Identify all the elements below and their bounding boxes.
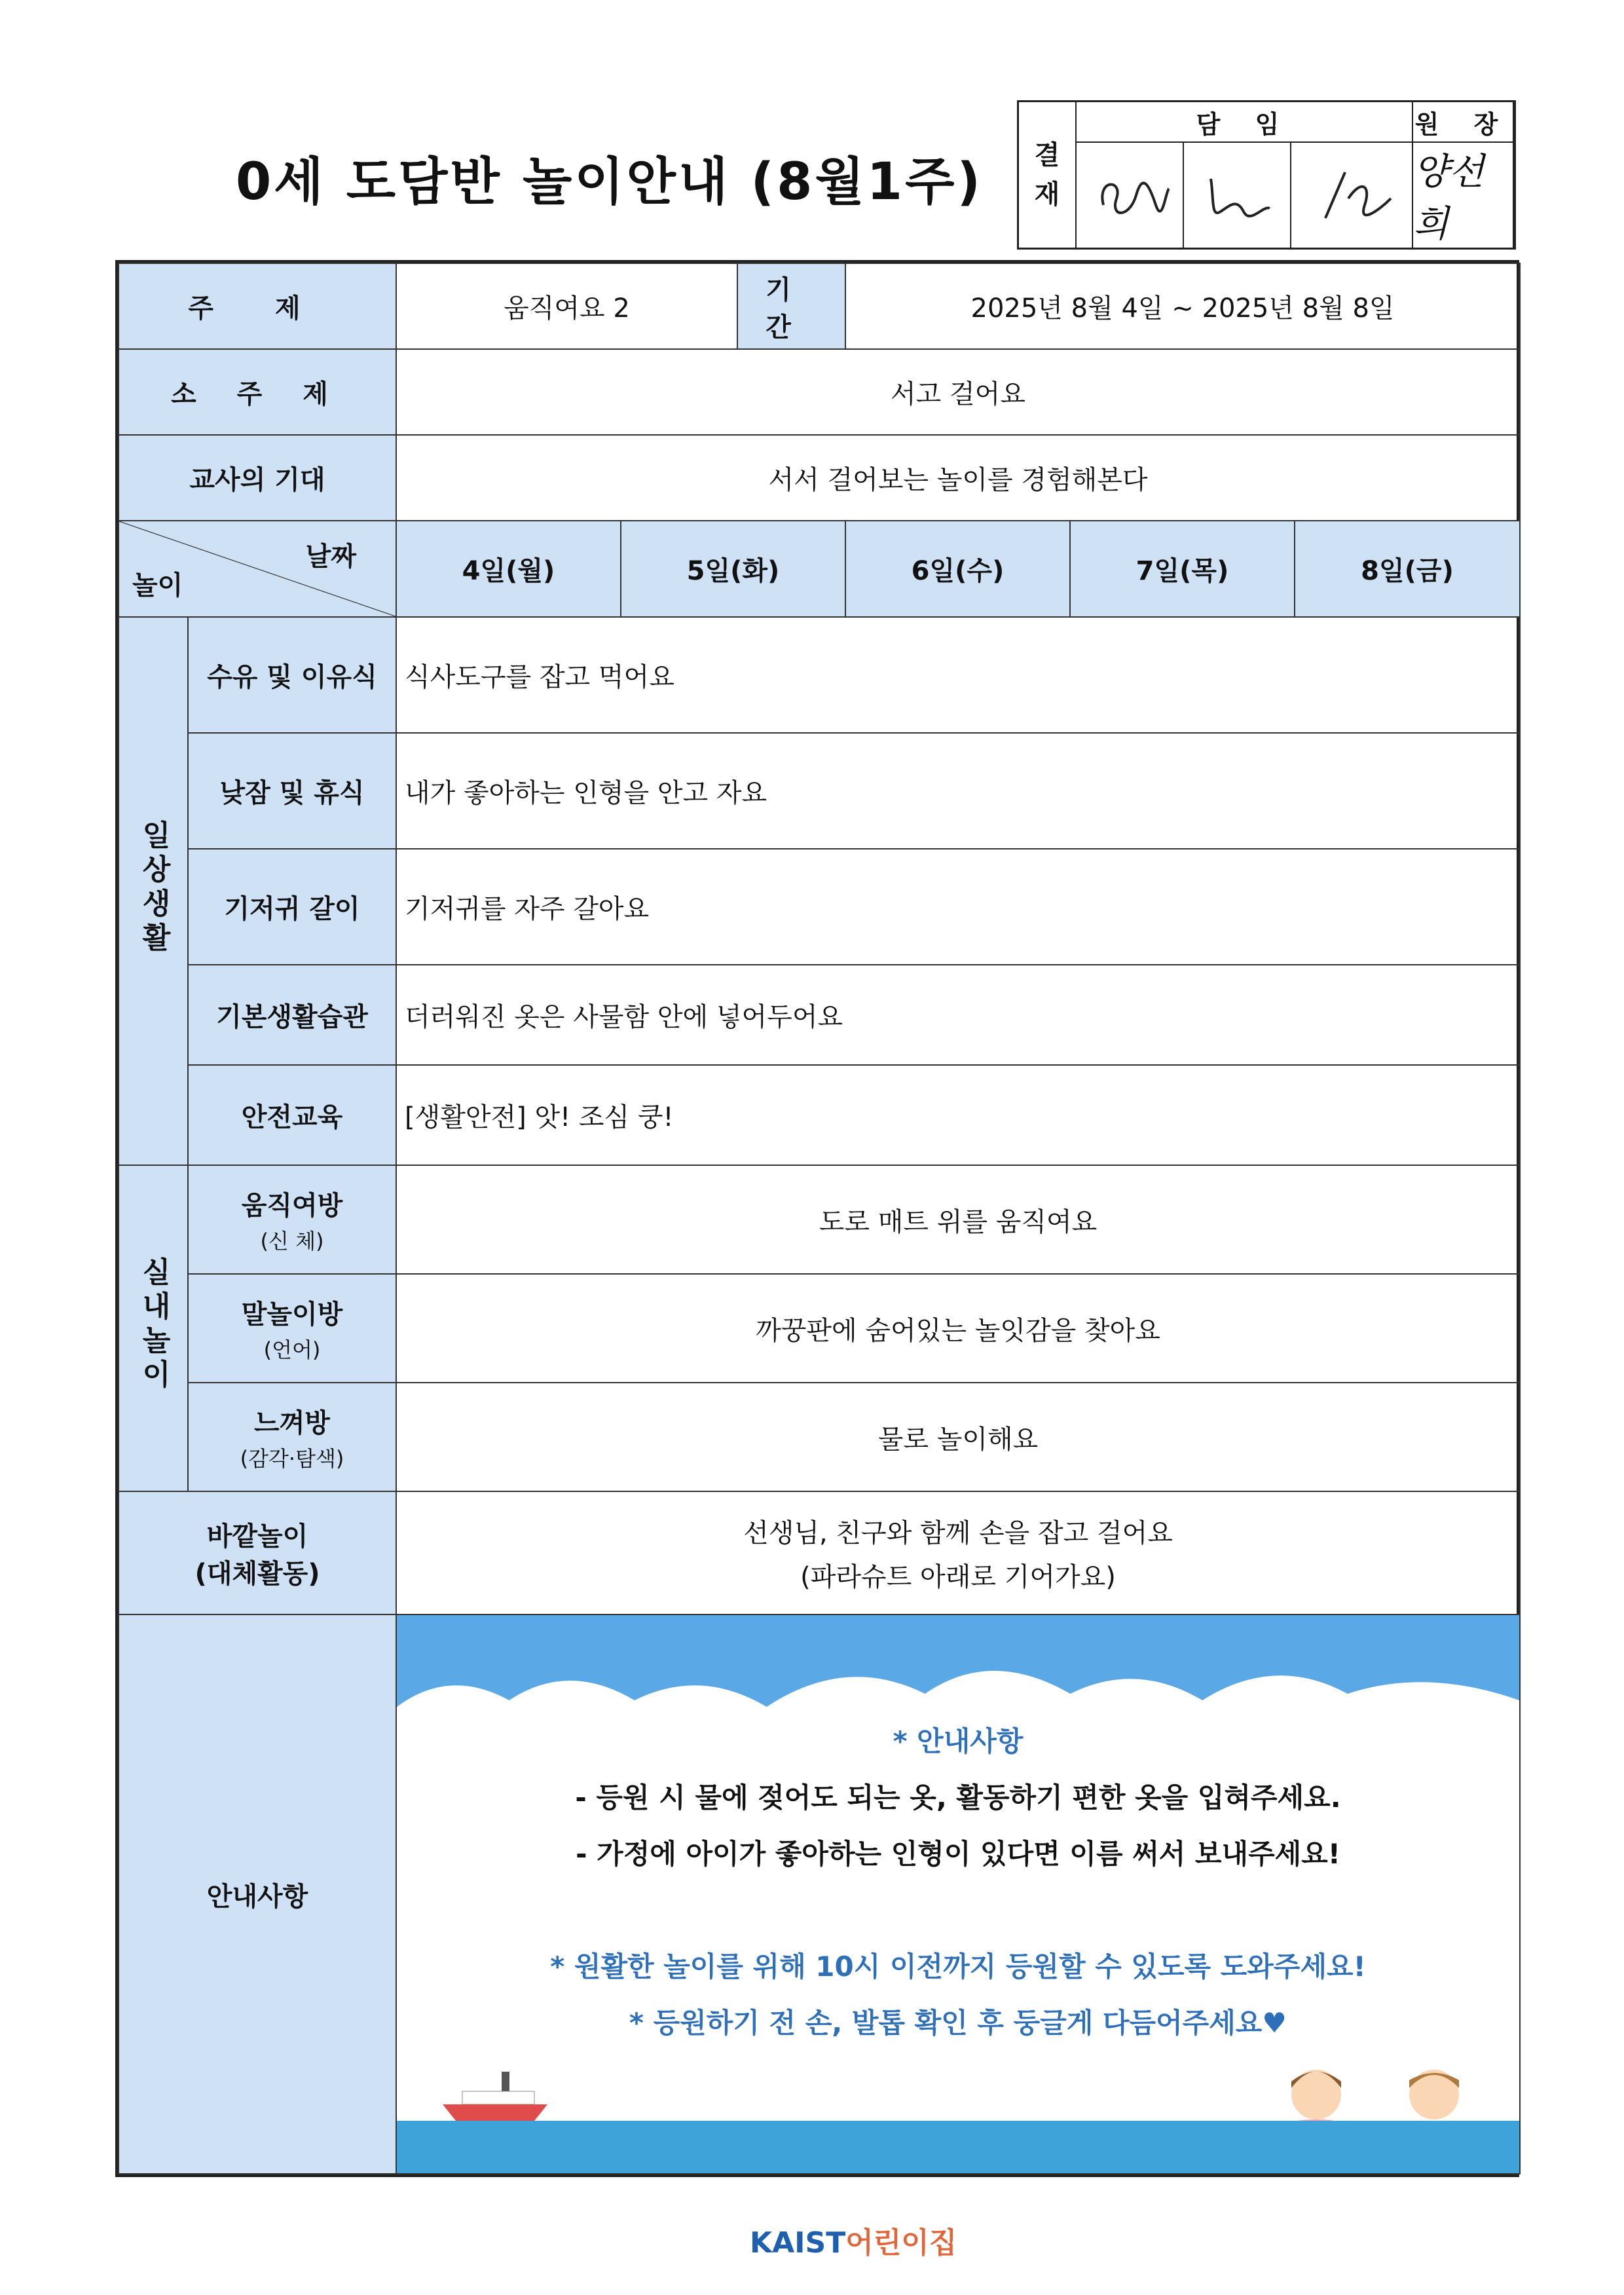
corner-play: 놀이 — [132, 570, 183, 601]
approval-label-1: 결 — [1034, 140, 1060, 170]
homeroom-signature-1 — [1077, 143, 1184, 249]
homeroom-heading: 담 임 — [1077, 102, 1413, 143]
notice-line-3: * 원활한 놀이를 위해 10시 이전까지 등원할 수 있도록 도와주세요! — [550, 1950, 1366, 1983]
subtheme-value: 서고 걸어요 — [396, 349, 1520, 435]
notice-panel — [396, 1614, 1520, 2174]
notice-line-4: * 등원하기 전 손, 발톱 확인 후 둥글게 다듬어주세요♥ — [629, 2007, 1287, 2039]
feel-room-value: 물로 놀이해요 — [396, 1383, 1520, 1491]
day-header-2: 5일(화) — [621, 521, 845, 617]
director-signature: 양선희 — [1413, 143, 1514, 249]
habit-value: 더러워진 옷은 사물함 안에 넣어두어요 — [396, 965, 1520, 1065]
approval-box — [1017, 100, 1516, 250]
outdoor-label: 바깥놀이 (대체활동) — [119, 1491, 396, 1614]
talk-room-value: 까꿍판에 숨어있는 놀잇감을 찾아요 — [396, 1274, 1520, 1383]
nap-value: 내가 좋아하는 인형을 안고 자요 — [396, 733, 1520, 849]
expect-label: 교사의 기대 — [119, 435, 396, 521]
notice-label: 안내사항 — [119, 1614, 396, 2174]
safety-value: [생활안전] 앗! 조심 쿵! — [396, 1065, 1520, 1165]
theme-value: 움직여요 2 — [396, 263, 737, 349]
talk-room-label: 말놀이방 (언어) — [188, 1274, 396, 1383]
date-play-corner — [119, 521, 396, 617]
approval-label-2: 재 — [1034, 179, 1060, 210]
diaper-label: 기저귀 갈이 — [188, 849, 396, 965]
nap-label: 낮잠 및 휴식 — [188, 733, 396, 849]
daily-life-group: 일상생활 — [119, 617, 188, 1165]
director-heading: 원 장 — [1413, 102, 1514, 143]
notice-text — [397, 1713, 1519, 2051]
indoor-play-group: 실내놀이 — [119, 1165, 188, 1491]
notice-line-1: - 등원 시 물에 젖어도 되는 옷, 활동하기 편한 옷을 입혀주세요. — [575, 1782, 1341, 1814]
day-header-5: 8일(금) — [1295, 521, 1520, 617]
feeding-label: 수유 및 이유식 — [188, 617, 396, 733]
ship-icon — [436, 2068, 554, 2127]
corner-date: 날짜 — [305, 542, 356, 572]
period-value: 2025년 8월 4일 ~ 2025년 8월 8일 — [845, 263, 1520, 349]
day-header-1: 4일(월) — [396, 521, 621, 617]
day-header-3: 6일(수) — [845, 521, 1070, 617]
notice-line-2: - 가정에 아이가 좋아하는 인형이 있다면 이름 써서 보내주세요! — [576, 1838, 1340, 1870]
notice-heading: * 안내사항 — [893, 1725, 1024, 1757]
outdoor-value: 선생님, 친구와 함께 손을 잡고 걸어요 (파라슈트 아래로 기어가요) — [396, 1491, 1520, 1614]
habit-label: 기본생활습관 — [188, 965, 396, 1065]
feel-room-label: 느껴방 (감각·탐색) — [188, 1383, 396, 1491]
move-room-value: 도로 매트 위를 움직여요 — [396, 1165, 1520, 1274]
expect-value: 서서 걸어보는 놀이를 경험해본다 — [396, 435, 1520, 521]
kindergarten-logo: KAIST어린이집 — [750, 2226, 957, 2260]
move-room-label: 움직여방 (신 체) — [188, 1165, 396, 1274]
feeding-value: 식사도구를 잡고 먹어요 — [396, 617, 1520, 733]
homeroom-signature-2 — [1184, 143, 1291, 249]
theme-label: 주 제 — [119, 263, 396, 349]
homeroom-signature-3 — [1291, 143, 1413, 249]
safety-label: 안전교육 — [188, 1065, 396, 1165]
sea-background — [397, 2121, 1519, 2173]
diaper-value: 기저귀를 자주 갈아요 — [396, 849, 1520, 965]
period-label: 기 간 — [737, 263, 845, 349]
approval-label — [1019, 102, 1077, 249]
day-header-4: 7일(목) — [1070, 521, 1295, 617]
plan-table — [115, 260, 1519, 2177]
subtheme-label: 소 주 제 — [119, 349, 396, 435]
page-title: 0세 도담반 놀이안내 (8월1주) — [236, 153, 984, 212]
